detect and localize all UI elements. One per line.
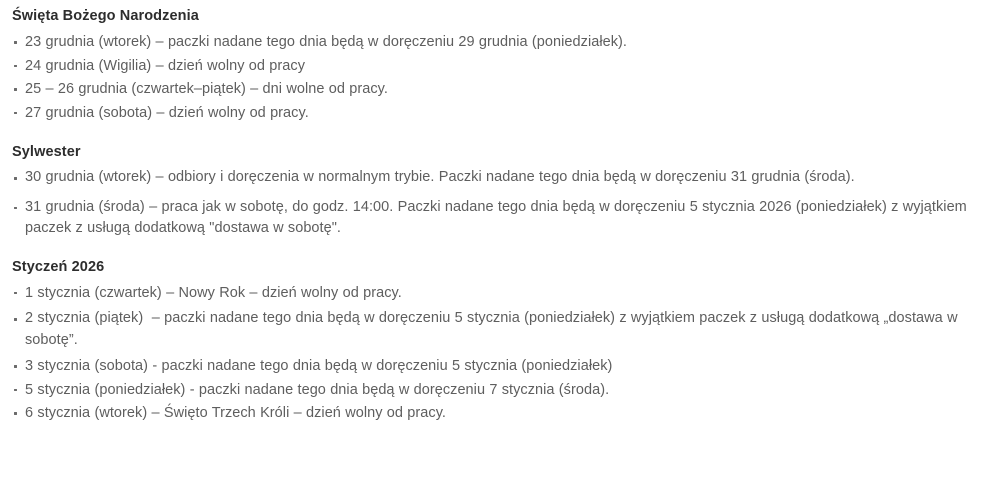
- list-item-text: 25 – 26 grudnia (czwartek–piątek) – dni wolne od pracy.: [25, 81, 388, 97]
- bullet-dot-icon: [14, 88, 17, 91]
- bullet-list-christmas: [12, 31, 989, 125]
- section-heading-new-years-eve: Sylwester: [12, 144, 81, 160]
- list-item-text: 31 grudnia (środa) – praca jak w sobotę, do godz. 14:00. Paczki nadane tego dnia będą w doręczeniu 5 stycznia 2026 (poniedziałek) z wyjątkiem paczek z usługą dodatkową "dostawa w sobotę".: [25, 198, 972, 236]
- bullet-dot-icon: [14, 318, 17, 321]
- list-item-text: 2 stycznia (piątek) – paczki nadane tego dnia będą w doręczeniu 5 stycznia (poniedziałek) z wyjątkiem paczek z usługą dodatkową „dostawa w sobotę”.: [25, 310, 962, 348]
- bullet-dot-icon: [14, 41, 17, 44]
- section-new-years-eve: [12, 142, 989, 240]
- bullet-dot-icon: [14, 177, 17, 180]
- list-item-text: 30 grudnia (wtorek) – odbiory i doręczenia w normalnym trybie. Paczki nadane tego dnia będą w doręczeniu 31 grudnia (środa).: [25, 169, 855, 185]
- bullet-list-new-years-eve: [12, 167, 989, 240]
- list-item: [12, 167, 989, 189]
- bullet-dot-icon: [14, 112, 17, 115]
- bullet-dot-icon: [14, 412, 17, 415]
- list-item-text: 23 grudnia (wtorek) – paczki nadane tego dnia będą w doręczeniu 29 grudnia (poniedziałek).: [25, 34, 627, 50]
- bullet-dot-icon: [14, 389, 17, 392]
- list-item: [12, 308, 989, 351]
- list-item: [12, 55, 989, 79]
- section-january-2026: [12, 257, 989, 426]
- list-item-text: 1 stycznia (czwartek) – Nowy Rok – dzień wolny od pracy.: [25, 284, 402, 301]
- bullet-dot-icon: [14, 65, 17, 68]
- bullet-list-january-2026: [12, 282, 989, 426]
- list-item-text: 27 grudnia (sobota) – dzień wolny od pracy.: [25, 104, 309, 121]
- section-heading-january-2026: Styczeń 2026: [12, 258, 105, 275]
- list-item: [12, 355, 989, 379]
- list-item-text: 24 grudnia (Wigilia) – dzień wolny od pracy: [25, 57, 305, 74]
- list-item: [12, 379, 989, 403]
- list-item-text: 3 stycznia (sobota) - paczki nadane tego dnia będą w doręczeniu 5 stycznia (poniedziałek): [25, 358, 613, 374]
- list-item: [12, 282, 989, 306]
- bullet-dot-icon: [14, 292, 17, 295]
- bullet-dot-icon: [14, 207, 17, 210]
- bullet-dot-icon: [14, 365, 17, 368]
- list-item: [12, 78, 989, 102]
- list-item-text: 6 stycznia (wtorek) – Święto Trzech Króli – dzień wolny od pracy.: [25, 405, 447, 421]
- section-heading-christmas: Święta Bożego Narodzenia: [12, 8, 199, 24]
- list-item-text: 5 stycznia (poniedziałek) - paczki nadane tego dnia będą w doręczeniu 7 stycznia (środa).: [25, 381, 610, 398]
- list-item: [12, 402, 989, 426]
- list-item: [12, 197, 989, 240]
- list-item: [12, 102, 989, 126]
- section-christmas: [12, 6, 989, 125]
- list-item: [12, 31, 989, 55]
